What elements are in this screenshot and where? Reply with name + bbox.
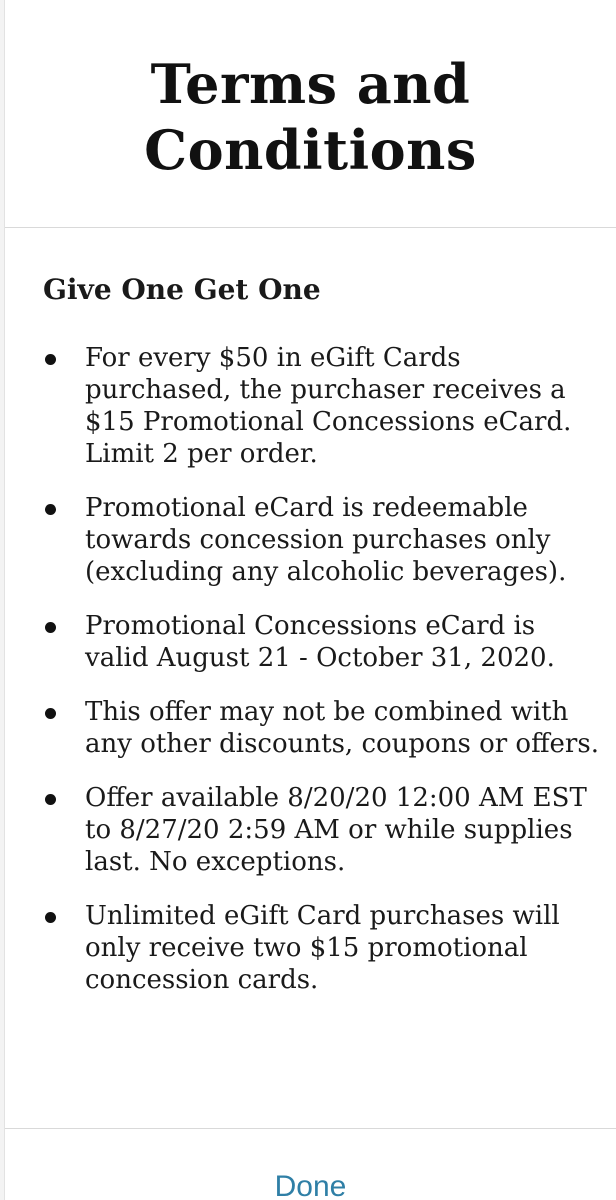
- term-text: Promotional Concessions eCard is valid August 21 - October 31, 2020.: [85, 611, 555, 673]
- done-button[interactable]: Done: [255, 1170, 367, 1200]
- term-text: Promotional eCard is redeemable towards concession purchases only (excluding any alcoholic beverages).: [85, 493, 567, 587]
- term-text: This offer may not be combined with any other discounts, coupons or offers.: [85, 697, 599, 759]
- terms-list: [43, 342, 616, 996]
- list-item: [43, 696, 605, 760]
- term-text: Unlimited eGift Card purchases will only receive two $15 promotional concession cards.: [85, 901, 560, 995]
- modal-footer: [5, 1128, 616, 1200]
- terms-content[interactable]: [5, 272, 616, 996]
- page-title: Terms and Conditions: [144, 51, 477, 182]
- bullet-icon: [45, 912, 56, 923]
- modal-header: [5, 0, 616, 228]
- terms-modal: [4, 0, 616, 1200]
- section-title: Give One Get One: [43, 273, 321, 306]
- list-item: [43, 342, 605, 470]
- bullet-icon: [45, 794, 56, 805]
- list-item: [43, 900, 605, 996]
- bullet-icon: [45, 708, 56, 719]
- term-text: Offer available 8/20/20 12:00 AM EST to 8/27/20 2:59 AM or while supplies last. No exceptions.: [85, 783, 587, 877]
- list-item: [43, 492, 605, 588]
- list-item: [43, 610, 605, 674]
- bullet-icon: [45, 354, 56, 365]
- bullet-icon: [45, 622, 56, 633]
- bullet-icon: [45, 504, 56, 515]
- list-item: [43, 782, 605, 878]
- term-text: For every $50 in eGift Cards purchased, the purchaser receives a $15 Promotional Concessions eCard. Limit 2 per order.: [85, 343, 572, 469]
